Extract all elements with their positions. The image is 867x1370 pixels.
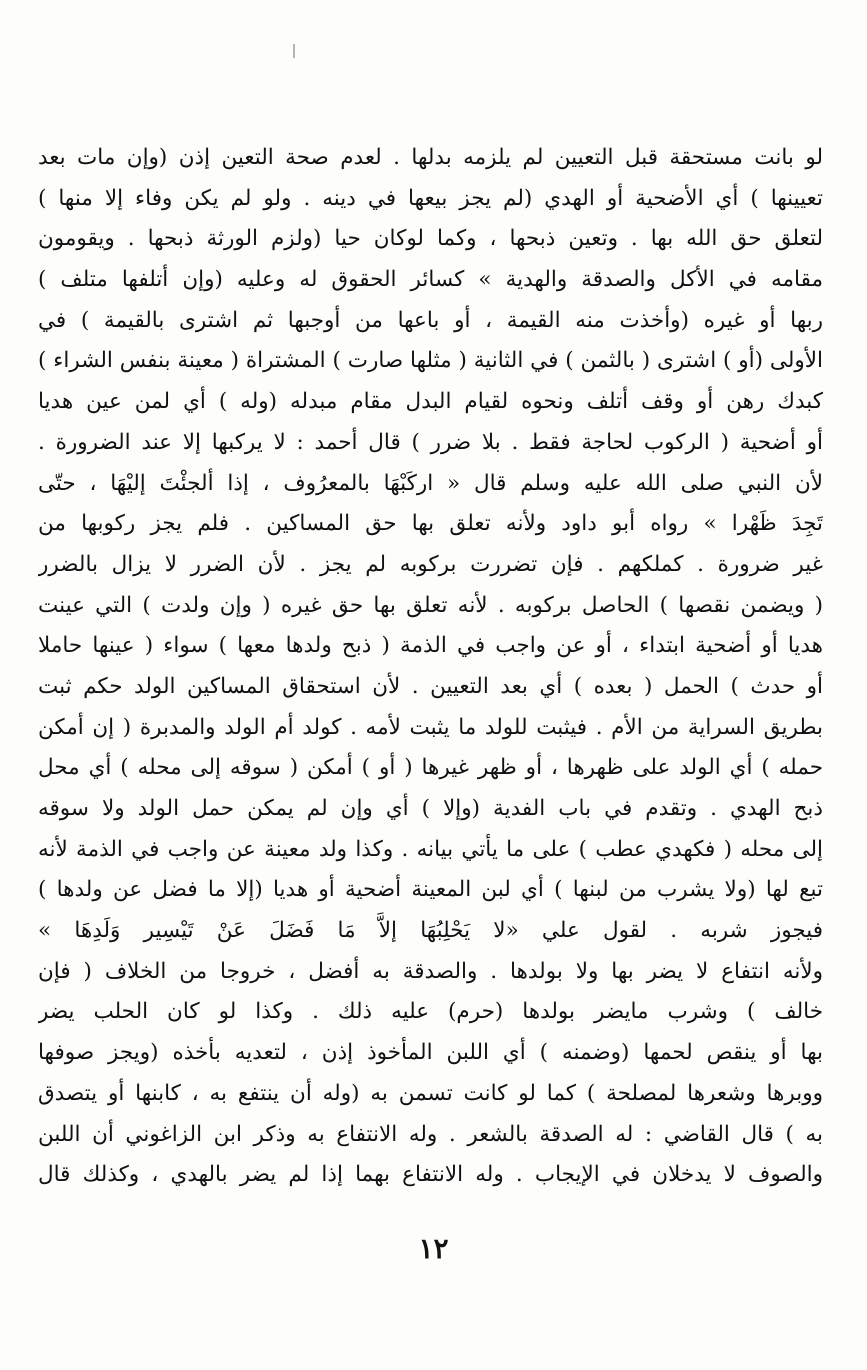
top-margin-mark xyxy=(293,44,295,58)
text-line: تبع لها (ولا يشرب من لبنها ) أي لبن المعينة أضحية أو هديا (إلا ما فضل عن ولدها ) xyxy=(38,877,823,903)
text-line: ذبح الهدي . وتقدم في باب الفدية (وإلا ) أي وإن لم يمكن حمل الولد ولا سوقه xyxy=(38,796,823,821)
page-number: ١٢ xyxy=(418,1232,449,1265)
text-line: مقامه في الأكل والصدقة والهدية » كسائر الحقوق له وعليه (وإن أتلفها متلف ) xyxy=(38,267,823,293)
text-line: لأن النبي صلى الله عليه وسلم قال « اركَبْهَا بالمعرُوف ، إذا ألجئْتَ إليْهَا ، حتّى xyxy=(38,470,823,496)
text-line: لتعلق حق الله بها . وتعين ذبحها ، وكما لوكان حيا (ولزم الورثة ذبحها . ويقومون xyxy=(38,226,823,252)
text-line: أو أضحية ( الركوب لحاجة فقط . بلا ضرر ) قال أحمد : لا يركبها إلا عند الضرورة . xyxy=(38,429,823,455)
text-line: ( ويضمن نقصها ) الحاصل بركوبه . لأنه تعلق بها حق غيره ( وإن ولدت ) التي عينت xyxy=(38,592,823,618)
text-line: الأولى (أو ) اشترى ( بالثمن ) في الثانية ( مثلها صارت ) المشتراة ( معينة بنفس الشراء ) xyxy=(38,348,823,374)
text-line: فيجوز شربه . لقول علي «لا يَحْلِبُهَا إلاَّ مَا فَضَلَ عَنْ تَيْسِير وَلَدِهَا » xyxy=(38,918,823,944)
text-line: بطريق السراية من الأم . فيثبت للولد ما يثبت لأمه . كولد أم الولد والمدبرة ( إن أمكن xyxy=(38,714,823,740)
text-line: أو حدث ) الحمل ( بعده ) أي بعد التعيين . لأن استحقاق المساكين الولد حكم ثبت xyxy=(38,673,823,699)
text-line: به ) قال القاضي : له الصدقة بالشعر . وله الانتفاع به وذكر ابن الزاغوني أن اللبن xyxy=(38,1121,823,1147)
text-line: حمله ) أي الولد على ظهرها ، أو ظهر غيرها ( أو ) أمكن ( سوقه إلى محله ) أي محل xyxy=(38,755,823,781)
text-line: إلى محله ( فكهدي عطب ) على ما يأتي بيانه . وكذا ولد معينة عن واجب في الذمة لأنه xyxy=(38,836,823,862)
text-line: والصوف لا يدخلان في الإيجاب . وله الانتفاع بهما إذا لم يضر بالهدي ، وكذلك قال xyxy=(38,1162,823,1188)
text-line: بها أو ينقص لحمها (وضمنه ) أي اللبن المأخوذ إذن ، لتعديه بأخذه (ويجز صوفها xyxy=(38,1040,823,1066)
text-line: ولأنه انتفاع لا يضر بها ولا بولدها . والصدقة به أفضل ، خروجا من الخلاف ( فإن xyxy=(38,958,823,984)
text-line: تَجِدَ ظَهْرا » رواه أبو داود ولأنه تعلق بها حق المساكين . فلم يجز ركوبها من xyxy=(38,511,823,537)
text-line: كبدك رهن أو وقف أتلف ونحوه لقيام البدل مقام مبدله (وله ) أي لمن عين هديا xyxy=(38,389,823,415)
text-line: ربها أو غيره (وأخذت منه القيمة ، أو باعها من أوجبها ثم اشترى بالقيمة ) في xyxy=(38,307,823,333)
text-line: تعيينها ) أي الأضحية أو الهدي (لم يجز بيعها في دينه . ولو لم يكن وفاء إلا منها ) xyxy=(38,185,823,211)
text-line: ووبرها وشعرها لمصلحة ) كما لو كانت تسمن به (وله أن ينتفع به ، كابنها أو يتصدق xyxy=(38,1080,823,1106)
text-line: غير ضرورة . كملكهم . فإن تضررت بركوبه لم يجز . لأن الضرر لا يزال بالضرر xyxy=(38,551,823,577)
text-line: هديا أو أضحية ابتداء ، أو عن واجب في الذمة ( ذبح ولدها معها ) سواء ( عينها حاملا xyxy=(38,633,823,659)
text-line: خالف ) وشرب مايضر بولدها (حرم) عليه ذلك . وكذا لو كان الحلب يضر xyxy=(38,999,823,1025)
text-line: لو بانت مستحقة قبل التعيين لم يلزمه بدلها . لعدم صحة التعين إذن (وإن مات بعد xyxy=(38,145,823,170)
body-text xyxy=(38,138,823,1196)
